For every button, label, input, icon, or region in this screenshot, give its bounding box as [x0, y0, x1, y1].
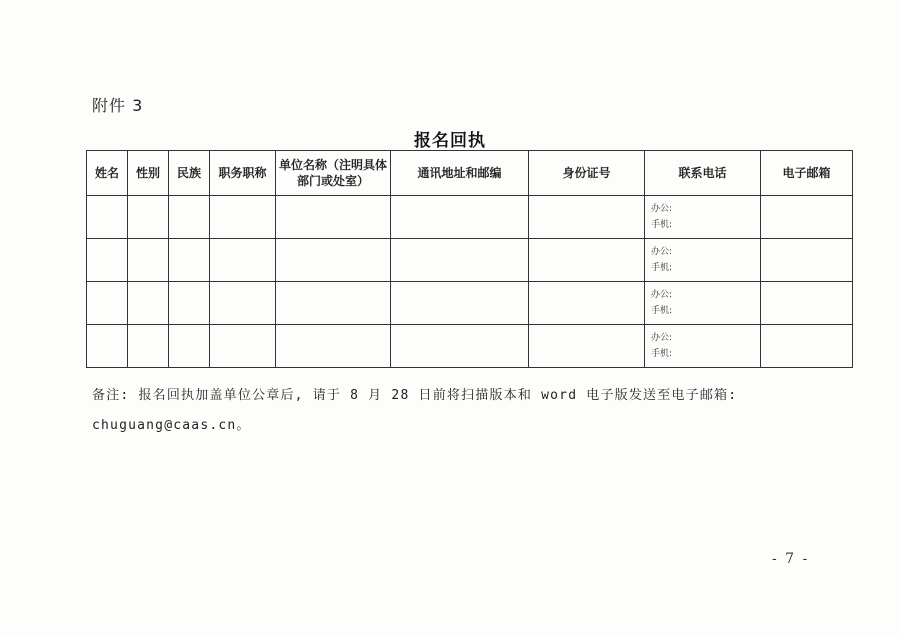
cell-id-number[interactable]: [529, 325, 645, 368]
cell-id-number[interactable]: [529, 239, 645, 282]
cell-gender[interactable]: [128, 239, 169, 282]
cell-address-postcode[interactable]: [391, 325, 529, 368]
phone-mobile-label: 手机:: [651, 306, 673, 316]
cell-email[interactable]: [761, 239, 853, 282]
cell-phone[interactable]: [645, 239, 761, 282]
cell-name[interactable]: [87, 239, 128, 282]
header-organization: 单位名称（注明具体部门或处室）: [276, 151, 391, 196]
cell-position-title[interactable]: [210, 196, 276, 239]
phone-office-label: 办公:: [651, 247, 673, 257]
table-row: [87, 325, 853, 368]
header-phone: 联系电话: [645, 151, 761, 196]
page-number: - 7 -: [772, 551, 810, 567]
cell-name[interactable]: [87, 196, 128, 239]
cell-organization[interactable]: [276, 282, 391, 325]
header-ethnicity: 民族: [169, 151, 210, 196]
cell-address-postcode[interactable]: [391, 196, 529, 239]
phone-mobile-label: 手机:: [651, 263, 673, 273]
cell-email[interactable]: [761, 282, 853, 325]
cell-id-number[interactable]: [529, 196, 645, 239]
cell-ethnicity[interactable]: [169, 325, 210, 368]
cell-position-title[interactable]: [210, 239, 276, 282]
table-row: [87, 282, 853, 325]
phone-office-label: 办公:: [651, 290, 673, 300]
phone-office-label: 办公:: [651, 333, 673, 343]
cell-address-postcode[interactable]: [391, 282, 529, 325]
attachment-label: 附件 3: [92, 96, 144, 115]
registration-receipt-table: [86, 150, 853, 368]
phone-mobile-label: 手机:: [651, 220, 673, 230]
header-address-postcode: 通讯地址和邮编: [391, 151, 529, 196]
cell-organization[interactable]: [276, 325, 391, 368]
table-row: [87, 239, 853, 282]
phone-office-label: 办公:: [651, 204, 673, 214]
table-header-row: [87, 151, 853, 196]
cell-email[interactable]: [761, 196, 853, 239]
cell-name[interactable]: [87, 282, 128, 325]
cell-phone[interactable]: [645, 196, 761, 239]
remarks-line-1: 备注: 报名回执加盖单位公章后, 请于 8 月 28 日前将扫描版本和 word 电子版发送至电子邮箱:: [92, 388, 738, 403]
cell-position-title[interactable]: [210, 282, 276, 325]
header-name: 姓名: [87, 151, 128, 196]
phone-mobile-label: 手机:: [651, 349, 673, 359]
cell-ethnicity[interactable]: [169, 196, 210, 239]
cell-position-title[interactable]: [210, 325, 276, 368]
cell-address-postcode[interactable]: [391, 239, 529, 282]
header-email: 电子邮箱: [761, 151, 853, 196]
cell-ethnicity[interactable]: [169, 282, 210, 325]
cell-gender[interactable]: [128, 282, 169, 325]
cell-phone[interactable]: [645, 282, 761, 325]
header-gender: 性别: [128, 151, 169, 196]
cell-gender[interactable]: [128, 196, 169, 239]
cell-name[interactable]: [87, 325, 128, 368]
cell-email[interactable]: [761, 325, 853, 368]
cell-gender[interactable]: [128, 325, 169, 368]
cell-ethnicity[interactable]: [169, 239, 210, 282]
remarks-line-2: chuguang@caas.cn。: [92, 418, 251, 433]
cell-phone[interactable]: [645, 325, 761, 368]
table-row: [87, 196, 853, 239]
form-title: 报名回执: [414, 131, 486, 151]
cell-organization[interactable]: [276, 196, 391, 239]
header-id-number: 身份证号: [529, 151, 645, 196]
cell-organization[interactable]: [276, 239, 391, 282]
header-position-title: 职务职称: [210, 151, 276, 196]
cell-id-number[interactable]: [529, 282, 645, 325]
remarks-note: [92, 381, 812, 441]
